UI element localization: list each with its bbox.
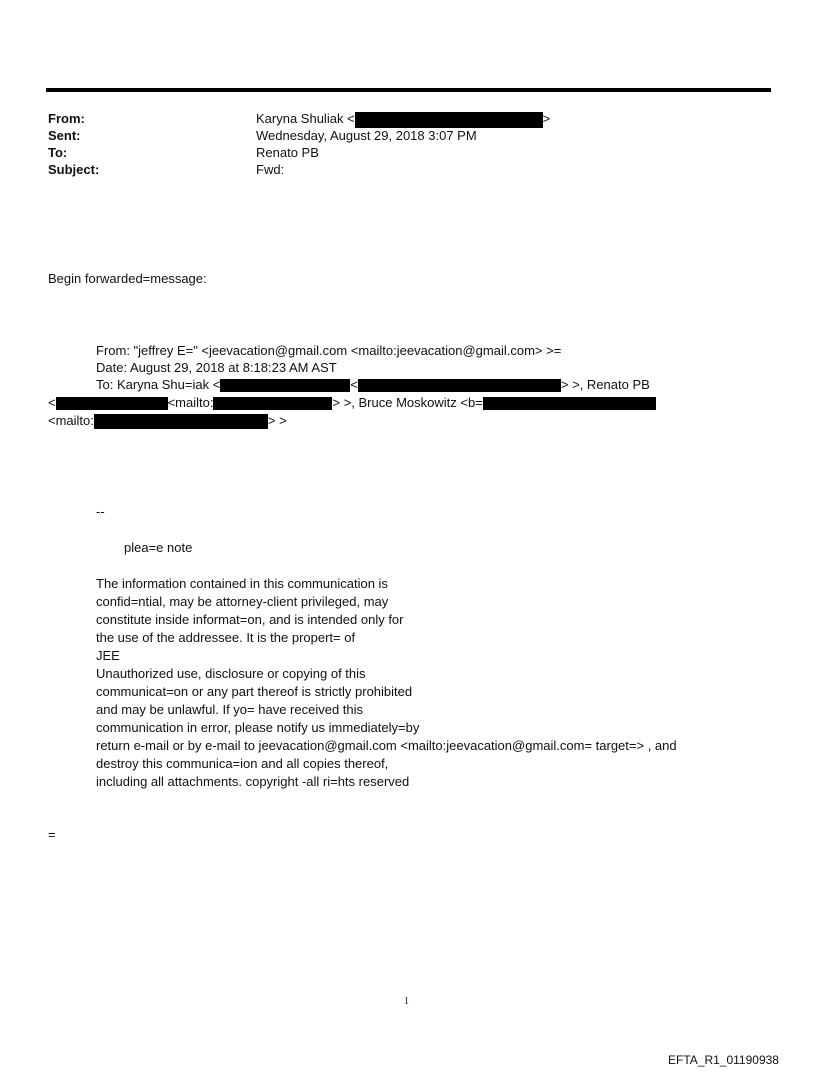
disclaimer-line: confid=ntial, may be attorney-client privileged, may: [96, 594, 389, 609]
subject-label: Subject:: [48, 162, 100, 177]
from-name: Karyna Shuliak <: [256, 111, 355, 126]
trailing-equals: =: [48, 827, 56, 842]
redaction-box: [213, 397, 332, 410]
disclaimer-line: communication in error, please notify us immediately=by: [96, 720, 420, 735]
disclaimer-line: Unauthorized use, disclosure or copying of this: [96, 666, 366, 681]
page-number: 1: [404, 996, 409, 1007]
redaction-box: [483, 397, 656, 410]
disclaimer-line: JEE: [96, 648, 120, 663]
redaction-box: [220, 379, 350, 392]
bates-stamp: EFTA_R1_01190938: [668, 1053, 779, 1067]
redaction-box: [355, 112, 543, 128]
disclaimer-line: destroy this communica=ion and all copies thereof,: [96, 756, 389, 771]
fwd-to-continued-line: < <mailto: > >, Bruce Moskowitz <b=: [48, 394, 656, 412]
fwd-to-line: To: Karyna Shu=iak < < > >, Renato PB: [96, 377, 650, 392]
from-label: From:: [48, 111, 85, 126]
redaction-box: [358, 379, 561, 392]
disclaimer-line: and may be unlawful. If yo= have received this: [96, 702, 364, 717]
disclaimer-line: the use of the addressee. It is the propert= of: [96, 630, 356, 645]
signature-dashes: --: [96, 504, 105, 519]
from-close: >: [542, 111, 551, 126]
to-value: Renato PB: [256, 145, 319, 160]
disclaimer-line: constitute inside informat=on, and is intended only for: [96, 612, 404, 627]
redaction-box: [94, 414, 268, 429]
redaction-box: [56, 397, 168, 410]
to-label: To:: [48, 145, 68, 160]
sent-value: Wednesday, August 29, 2018 3:07 PM: [256, 128, 477, 143]
please-note: plea=e note: [124, 540, 193, 555]
disclaimer-line: including all attachments. copyright -all ri=hts reserved: [96, 774, 410, 789]
fwd-date-line: Date: August 29, 2018 at 8:18:23 AM AST: [96, 360, 337, 375]
sent-label: Sent:: [48, 128, 81, 143]
fwd-mailto-line: <mailto: > >: [48, 413, 287, 428]
disclaimer-line: return e-mail or by e-mail to jeevacation@gmail.com <mailto:jeevacation@gmail.com= target=> , and: [96, 738, 677, 753]
fwd-from-line: From: "jeffrey E=" <jeevacation@gmail.com <mailto:jeevacation@gmail.com> >=: [96, 343, 562, 358]
disclaimer-line: The information contained in this communication is: [96, 576, 388, 591]
disclaimer-block: [96, 575, 677, 791]
subject-value: Fwd:: [256, 162, 285, 177]
header-rule: [46, 88, 771, 92]
forward-intro: Begin forwarded=message:: [48, 271, 207, 286]
disclaimer-line: communicat=on or any part thereof is strictly prohibited: [96, 684, 413, 699]
